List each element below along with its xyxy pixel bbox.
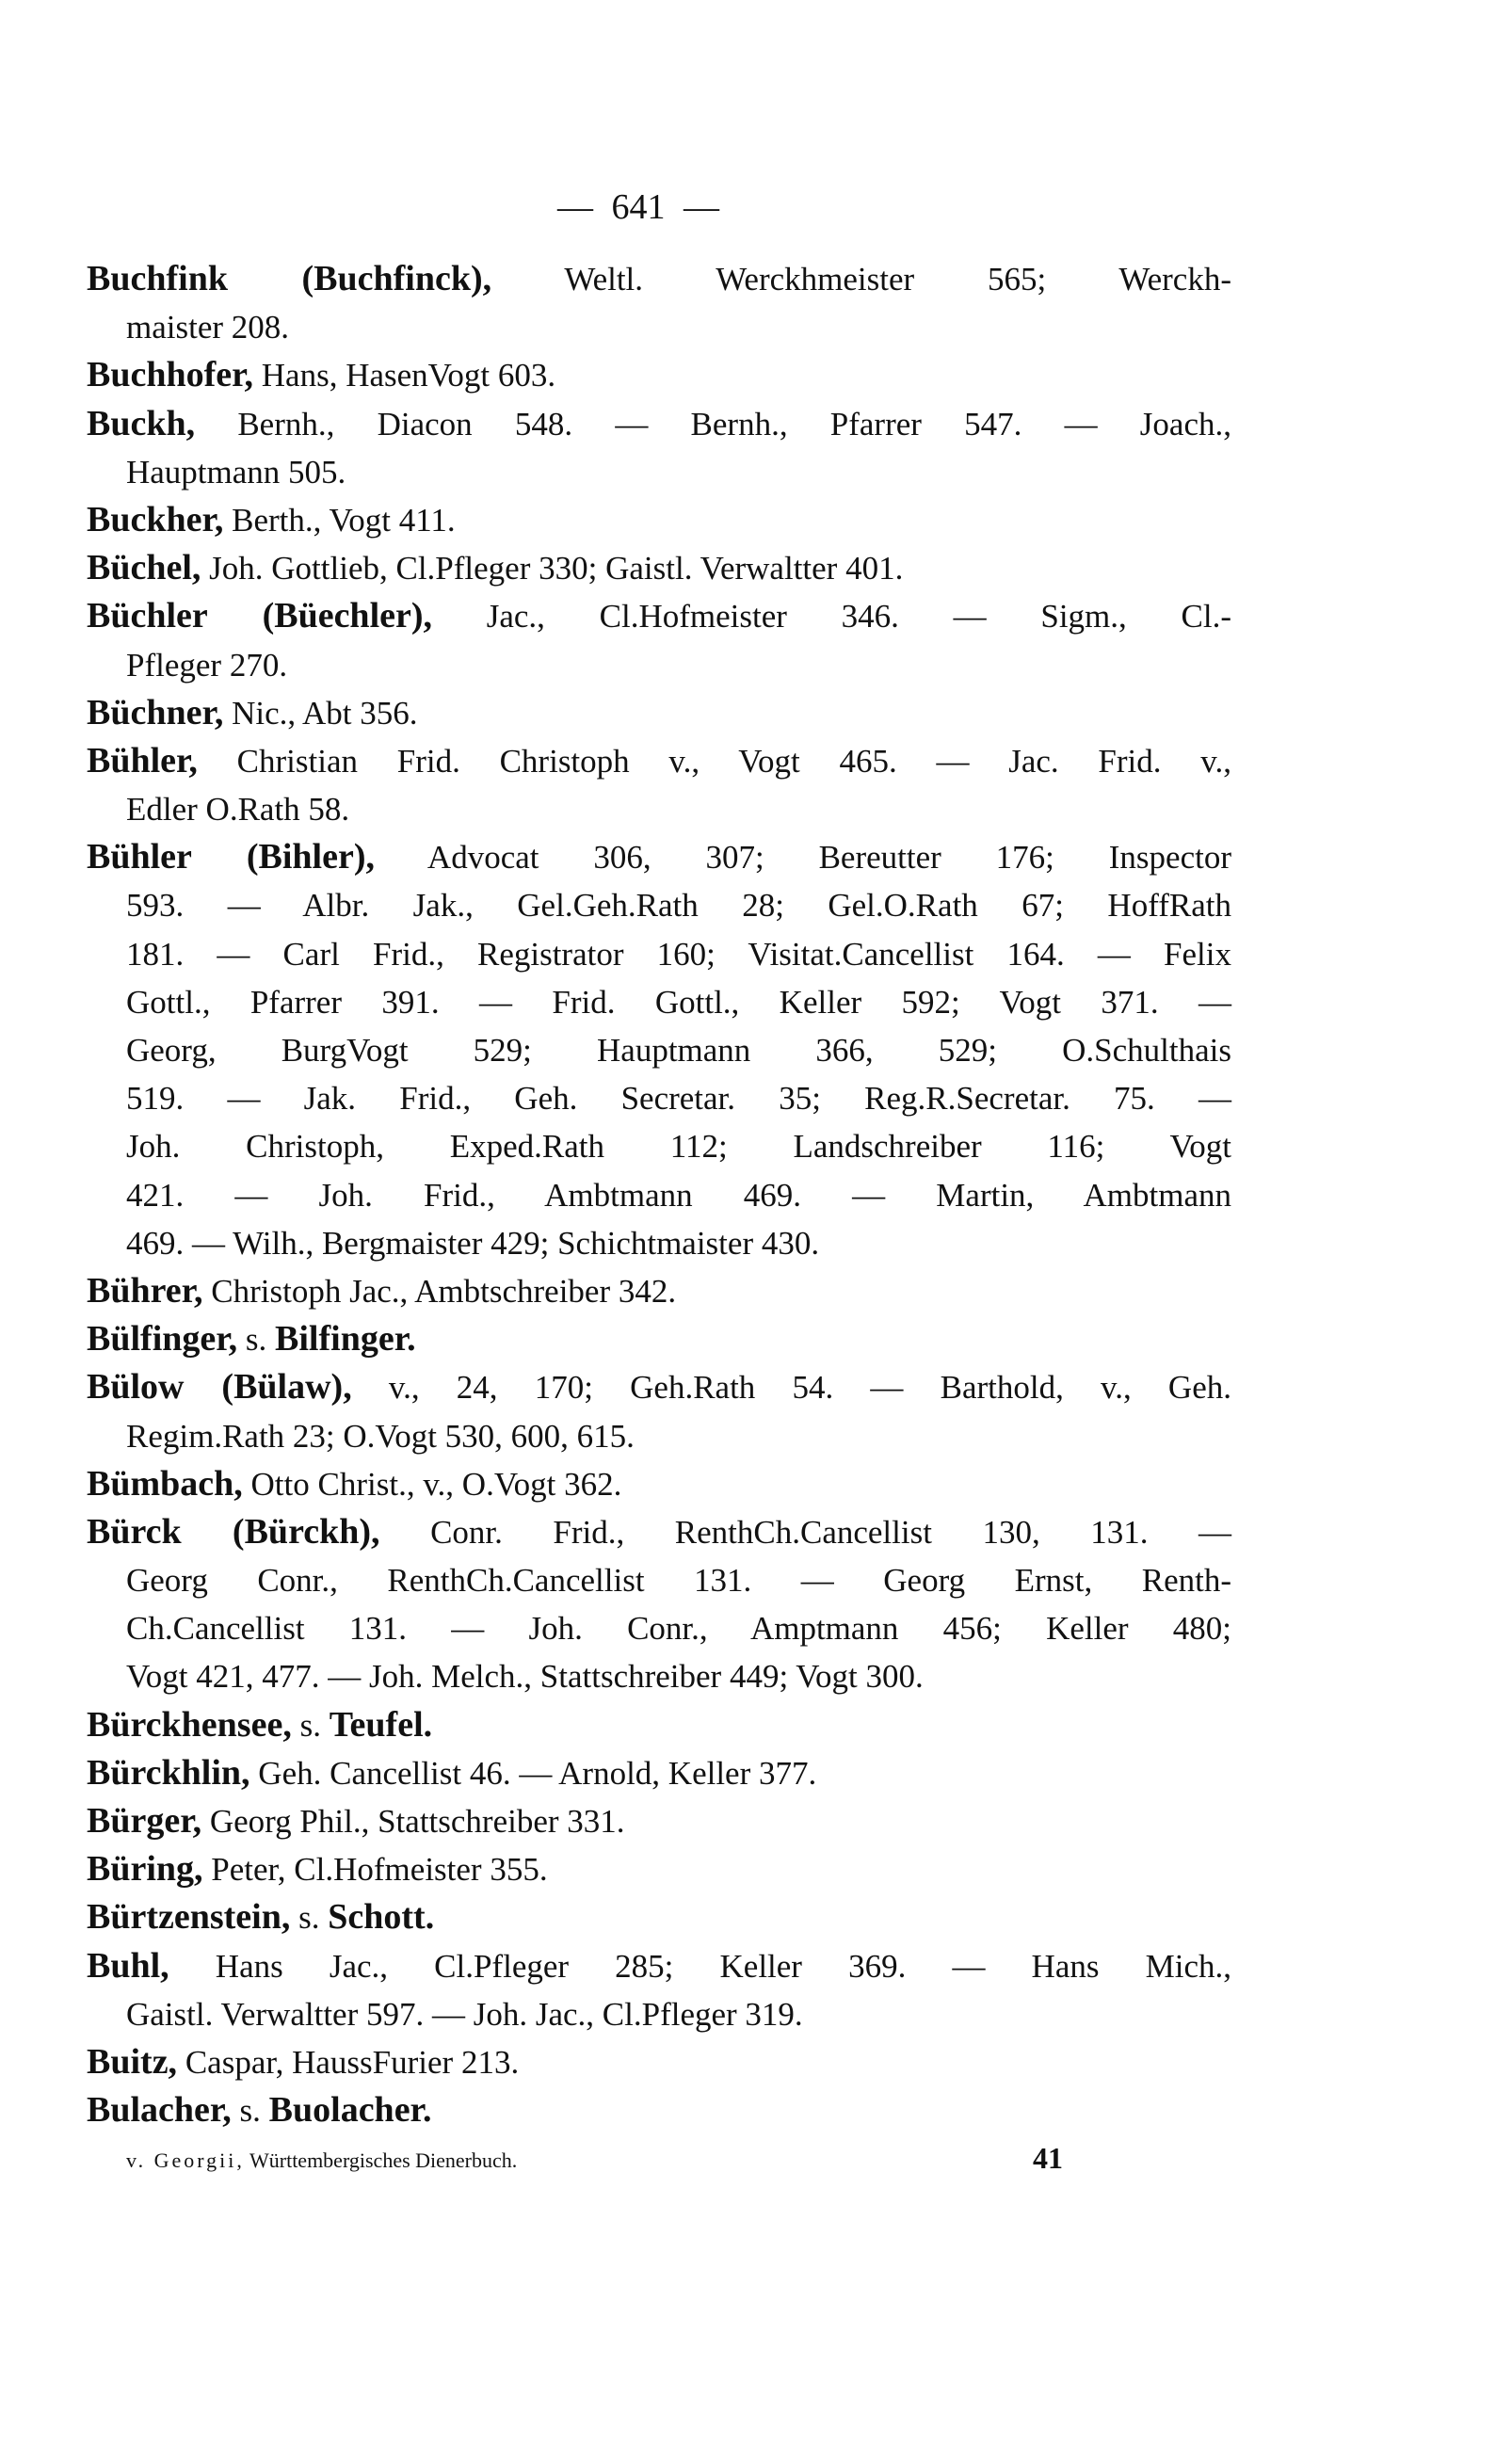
footer — [126, 2148, 517, 2173]
entry-text: s. — [291, 1706, 330, 1744]
entry-continuation-line — [87, 1990, 1231, 2038]
entry-text: Otto Christ., v., O.Vogt 362. — [242, 1465, 622, 1503]
index-entry — [87, 496, 1231, 544]
index-entry — [87, 1942, 1231, 2038]
entry-first-line — [87, 1701, 1231, 1749]
index-entry — [87, 400, 1231, 496]
entry-heading: Buckh, — [87, 403, 196, 443]
entry-text: s. — [290, 1899, 329, 1937]
entry-continuation-line — [87, 641, 1231, 689]
entry-heading: Bulacher, — [87, 2090, 232, 2131]
index-entry — [87, 2086, 1231, 2134]
entry-text: Christian Frid. Christoph v., Vogt 465. — Jac. Frid. v., — [197, 742, 1231, 780]
entry-continuation-line — [87, 930, 1231, 978]
entry-heading: Bilfinger. — [275, 1319, 416, 1360]
entry-heading: Buolacher. — [268, 2090, 432, 2131]
entry-text: Joh. Gottlieb, Cl.Pfleger 330; Gaistl. Verwaltter 401. — [201, 550, 904, 587]
entry-text: Hauptmann 505. — [126, 453, 346, 491]
entry-heading: Bühler, — [87, 740, 198, 780]
entry-heading: Buckher, — [87, 499, 224, 539]
index-entry — [87, 1701, 1231, 1749]
entry-first-line — [87, 255, 1231, 303]
entry-text: Jac., Cl.Hofmeister 346. — Sigm., Cl.- — [432, 598, 1231, 636]
entry-continuation-line — [87, 1652, 1231, 1700]
index-entry — [87, 1315, 1231, 1363]
entry-first-line — [87, 2086, 1231, 2134]
entry-text: Advocat 306, 307; Bereutter 176; Inspector — [374, 839, 1231, 877]
entry-heading: Teufel. — [329, 1704, 433, 1745]
index-entry — [87, 1363, 1231, 1459]
entry-text: s. — [231, 2092, 269, 2130]
entry-continuation-line — [87, 1412, 1231, 1460]
index-entry — [87, 544, 1231, 592]
entry-first-line — [87, 689, 1231, 737]
entry-continuation-line — [87, 1556, 1231, 1604]
entry-first-line — [87, 1460, 1231, 1508]
entry-first-line — [87, 1942, 1231, 1990]
entry-text: Georg, BurgVogt 529; Hauptmann 366, 529; O.Schulthais — [126, 1032, 1231, 1069]
entry-text: s. — [237, 1321, 276, 1359]
footer-author: v. Georgii, — [126, 2148, 245, 2172]
entry-heading: Buhl, — [87, 1945, 169, 1986]
entry-text: Berth., Vogt 411. — [223, 501, 456, 539]
index-entry — [87, 1508, 1231, 1701]
entry-heading: Bürger, — [87, 1801, 202, 1841]
index-entry — [87, 351, 1231, 399]
entry-heading: Bürckhensee, — [87, 1704, 292, 1745]
index-entry — [87, 1267, 1231, 1315]
index-entry — [87, 2038, 1231, 2086]
entry-text: Peter, Cl.Hofmeister 355. — [202, 1851, 548, 1889]
entry-text: 421. — Joh. Frid., Ambtmann 469. — Martin, Ambtmann — [126, 1176, 1231, 1214]
index-entry — [87, 689, 1231, 737]
entry-text: Gaistl. Verwaltter 597. — Joh. Jac., Cl.Pfleger 319. — [126, 1995, 803, 2033]
entry-first-line — [87, 351, 1231, 399]
entry-first-line — [87, 1893, 1231, 1941]
entry-continuation-line — [87, 1026, 1231, 1074]
entry-text: 519. — Jak. Frid., Geh. Secretar. 35; Reg.R.Secretar. 75. — — [126, 1080, 1231, 1118]
index-entry — [87, 1460, 1231, 1508]
index-entry — [87, 1893, 1231, 1941]
entry-text: 469. — Wilh., Bergmaister 429; Schichtmaister 430. — [126, 1224, 820, 1262]
entry-text: Edler O.Rath 58. — [126, 791, 350, 829]
entry-heading: Buchfink (Buchfinck), — [87, 259, 492, 298]
index-entry — [87, 1845, 1231, 1893]
entry-text: Regim.Rath 23; O.Vogt 530, 600, 615. — [126, 1417, 635, 1455]
index-entry — [87, 1797, 1231, 1845]
entry-continuation-line — [87, 978, 1231, 1026]
entry-first-line — [87, 2038, 1231, 2086]
entry-text: Geh. Cancellist 46. — Arnold, Keller 377. — [249, 1754, 817, 1792]
entry-text: Bernh., Diacon 548. — Bernh., Pfarrer 547. — Joach., — [195, 405, 1231, 443]
entry-text: Vogt 421, 477. — Joh. Melch., Stattschreiber 449; Vogt 300. — [126, 1658, 924, 1696]
entry-text: Weltl. Werckhmeister 565; Werckh- — [491, 261, 1231, 298]
entry-continuation-line — [87, 303, 1231, 351]
entry-first-line — [87, 737, 1231, 785]
entry-text: Hans, HasenVogt 603. — [253, 357, 556, 394]
entry-continuation-line — [87, 448, 1231, 496]
entry-first-line — [87, 1845, 1231, 1893]
entry-text: Georg Phil., Stattschreiber 331. — [201, 1803, 625, 1840]
entry-text: Joh. Christoph, Exped.Rath 112; Landschreiber 116; Vogt — [126, 1128, 1231, 1166]
entry-first-line — [87, 1267, 1231, 1315]
entry-text: Pfleger 270. — [126, 646, 288, 684]
entry-text: Caspar, HaussFurier 213. — [177, 2043, 520, 2081]
page-number: — 641 — — [557, 187, 719, 227]
entry-first-line — [87, 496, 1231, 544]
entry-continuation-line — [87, 1171, 1231, 1219]
entry-continuation-line — [87, 1074, 1231, 1122]
entry-text: Christoph Jac., Ambtschreiber 342. — [202, 1272, 677, 1310]
entry-heading: Büchner, — [87, 692, 224, 732]
entry-heading: Büchel, — [87, 548, 201, 588]
entry-continuation-line — [87, 1219, 1231, 1267]
entry-heading: Bülow (Bülaw), — [87, 1367, 352, 1408]
entry-first-line — [87, 1315, 1231, 1363]
entry-continuation-line — [87, 881, 1231, 929]
entry-text: Conr. Frid., RenthCh.Cancellist 130, 131. — — [379, 1513, 1232, 1551]
entry-continuation-line — [87, 1604, 1231, 1652]
entry-heading: Bürck (Bürckh), — [87, 1511, 380, 1552]
entry-continuation-line — [87, 785, 1231, 833]
entry-first-line — [87, 544, 1231, 592]
entry-heading: Bürckhlin, — [87, 1752, 250, 1793]
signature-mark: 41 — [1033, 2141, 1063, 2175]
entry-first-line — [87, 1508, 1231, 1556]
entry-text: 181. — Carl Frid., Registrator 160; Visitat.Cancellist 164. — Felix — [126, 935, 1231, 973]
entry-heading: Schott. — [328, 1897, 435, 1938]
entry-first-line — [87, 400, 1231, 448]
entry-first-line — [87, 592, 1231, 640]
index-entry — [87, 1749, 1231, 1797]
entry-heading: Buitz, — [87, 2041, 178, 2082]
footer-title: Württembergisches Dienerbuch. — [244, 2148, 518, 2172]
entry-heading: Buchhofer, — [87, 355, 254, 395]
entry-text: Ch.Cancellist 131. — Joh. Conr., Amptmann 456; Keller 480; — [126, 1610, 1231, 1648]
index-entry — [87, 833, 1231, 1267]
index-entry — [87, 592, 1231, 688]
entry-heading: Büchler (Büechler), — [87, 596, 433, 636]
entry-text: v., 24, 170; Geh.Rath 54. — Barthold, v., Geh. — [351, 1369, 1231, 1407]
entry-first-line — [87, 833, 1231, 881]
entry-heading: Bühler (Bihler), — [87, 837, 375, 877]
index-entry — [87, 255, 1231, 351]
entry-heading: Bümbach, — [87, 1463, 243, 1504]
entry-heading: Bührer, — [87, 1270, 203, 1311]
entry-text: Hans Jac., Cl.Pfleger 285; Keller 369. — Hans Mich., — [169, 1947, 1231, 1985]
entry-first-line — [87, 1749, 1231, 1797]
entry-text: maister 208. — [126, 309, 290, 346]
entry-text: Nic., Abt 356. — [223, 694, 418, 732]
entry-heading: Büring, — [87, 1849, 203, 1890]
index-entry — [87, 737, 1231, 833]
entry-text: Georg Conr., RenthCh.Cancellist 131. — Georg Ernst, Renth- — [126, 1562, 1231, 1600]
entry-text: 593. — Albr. Jak., Gel.Geh.Rath 28; Gel.O.Rath 67; HoffRath — [126, 887, 1231, 925]
entry-heading: Bürtzenstein, — [87, 1897, 291, 1938]
entry-first-line — [87, 1797, 1231, 1845]
entry-first-line — [87, 1363, 1231, 1411]
entry-heading: Bülfinger, — [87, 1319, 238, 1360]
index-entries — [87, 255, 1231, 2134]
entry-continuation-line — [87, 1122, 1231, 1170]
entry-text: Gottl., Pfarrer 391. — Frid. Gottl., Keller 592; Vogt 371. — — [126, 983, 1231, 1021]
